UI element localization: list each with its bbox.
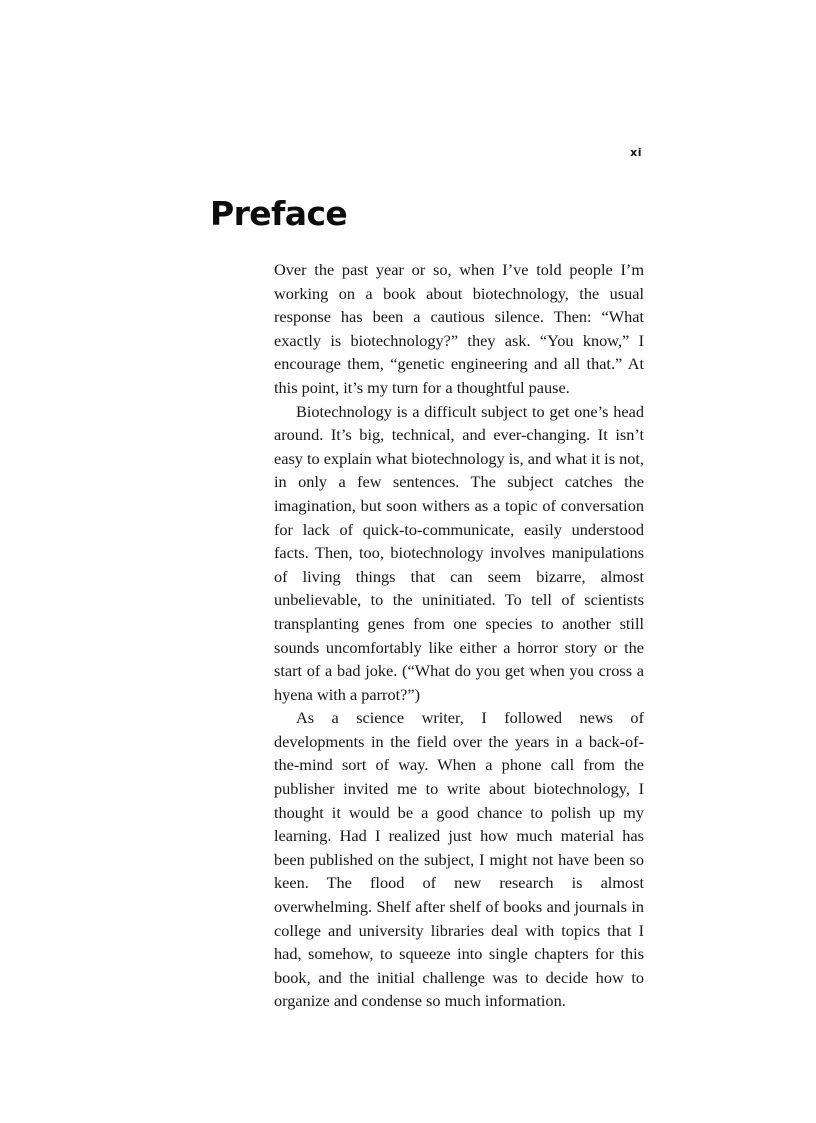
paragraph-3: As a science writer, I followed news of developments in the field over the years in a back-of-the-mind sort of way. When a phone call from the publisher invited me to write about biotechnology, I thought it would be a good chance to polish up my learning. Had I realized just how much material has been published on the subject, I might not have been so keen. The flood of new research is almost overwhelming. Shelf after shelf of books and journals in college and university libraries deal with topics that I had, somehow, to squeeze into single chapters for this book, and the initial challenge was to decide how to organize and condense so much information.: [274, 708, 644, 1011]
page-title: Preface: [210, 194, 348, 233]
page-number: xi: [630, 146, 642, 159]
paragraph-2: Biotechnology is a difficult subject to get one’s head around. It’s big, technical, and ever-changing. It isn’t easy to explain what biotechnology is, and what it is not, in only a few sentences. The subject catches the imagination, but soon withers as a topic of conversation for lack of quick-to-communicate, easily understood facts. Then, too, biotechnology involves manipulations of living things that can seem bizarre, almost unbelievable, to the uninitiated. To tell of scientists transplanting genes from one species to another still sounds uncomfortably like either a horror story or the start of a bad joke. (“What do you get when you cross a hyena with a parrot?”): [274, 401, 644, 704]
paragraph-1: Over the past year or so, when I’ve told people I’m working on a book about biotechnology, the usual response has been a cautious silence. Then: “What exactly is biotechnology?” they ask. “You know,” I encourage them, “genetic engineering and all that.” At this point, it’s my turn for a thoughtful pause.: [274, 260, 644, 397]
preface-body: [274, 258, 644, 1013]
